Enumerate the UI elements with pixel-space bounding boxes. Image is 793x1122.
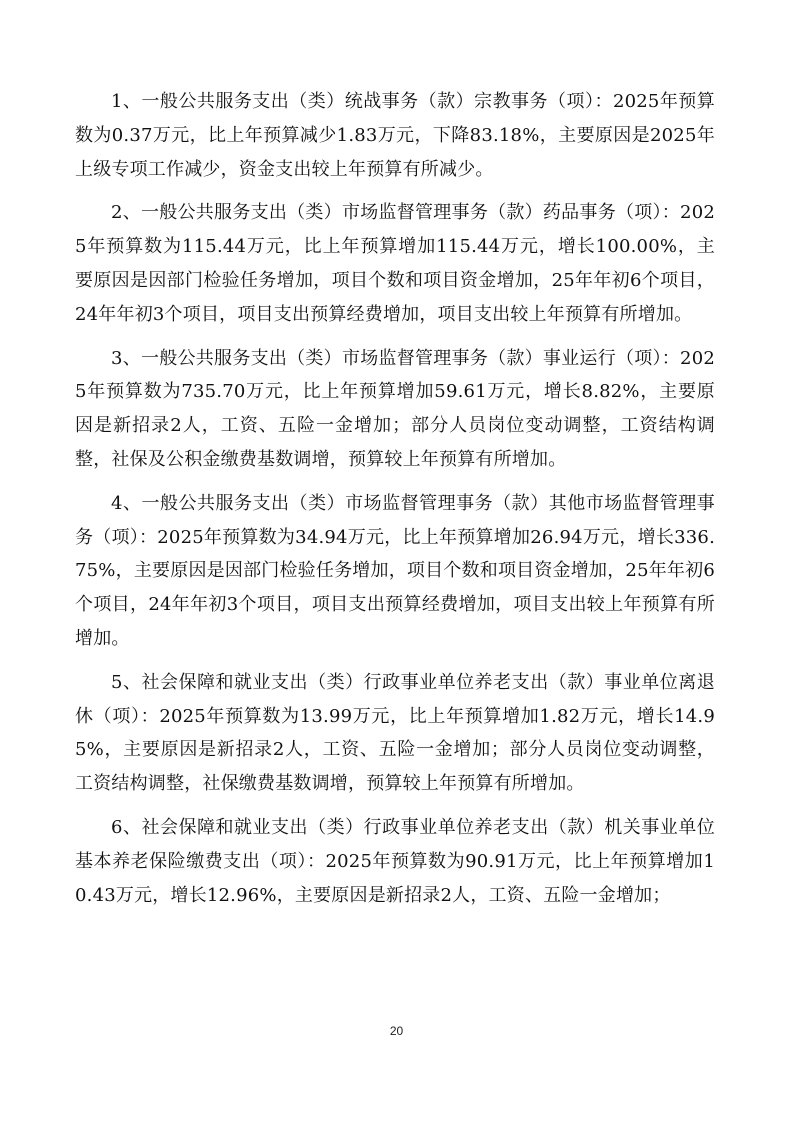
paragraph-item-6: 6、社会保障和就业支出（类）行政事业单位养老支出（款）机关事业单位基本养老保险缴费支出（项）：2025年预算数为90.91万元，比上年预算增加10.43万元，增长12.96%，主要原因是新招录2人，工资、五险一金增加； (75, 816, 715, 906)
paragraph-item-3: 3、一般公共服务支出（类）市场监督管理事务（款）事业运行（项）：2025年预算数为735.70万元，比上年预算增加59.61万元，增长8.82%，主要原因是新招录2人，工资、五险一金增加；部分人员岗位变动调整，工资结构调整，社保及公积金缴费基数调增，预算较上年预算有所增加。 (75, 347, 715, 470)
paragraph-item-1: 1、一般公共服务支出（类）统战事务（款）宗教事务（项）：2025年预算数为0.37万元，比上年预算减少1.83万元，下降83.18%，主要原因是2025年上级专项工作减少，资金支出较上年预算有所减少。 (75, 91, 715, 180)
page-number: 20 (389, 1024, 404, 1038)
paragraph-item-4: 4、一般公共服务支出（类）市场监督管理事务（款）其他市场监督管理事务（项）：2025年预算数为34.94万元，比上年预算增加26.94万元，增长336.75%，主要原因是因部门检验任务增加，项目个数和项目资金增加，25年年初6个项目，24年年初3个项目，项目支出预算经费增加，项目支出较上年预算有所增加。 (75, 492, 715, 649)
paragraph-item-5: 5、社会保障和就业支出（类）行政事业单位养老支出（款）事业单位离退休（项）：2025年预算数为13.99万元，比上年预算增加1.82万元，增长14.95%，主要原因是新招录2人，工资、五险一金增加；部分人员岗位变动调整，工资结构调整，社保缴费基数调增，预算较上年预算有所增加。 (75, 671, 715, 795)
document-body (75, 85, 715, 922)
paragraph-item-2: 2、一般公共服务支出（类）市场监督管理事务（款）药品事务（项）：2025年预算数为115.44万元，比上年预算增加115.44万元，增长100.00%，主要原因是因部门检验任务增加，项目个数和项目资金增加，25年年初6个项目，24年年初3个项目，项目支出预算经费增加，项目支出较上年预算有所增加。 (75, 202, 715, 325)
